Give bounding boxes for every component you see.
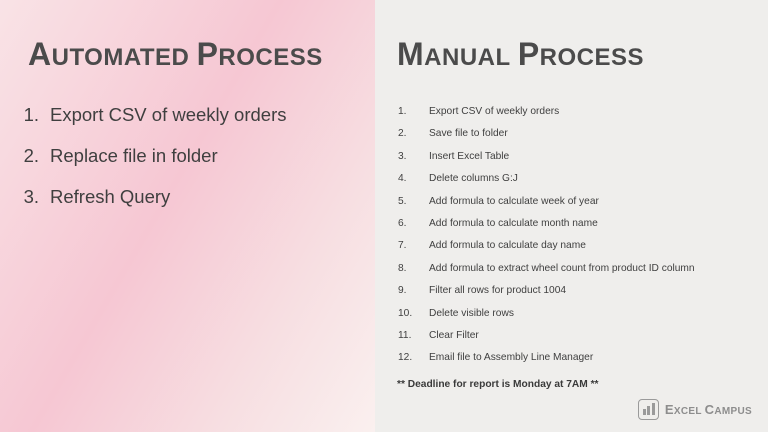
step-text: Add formula to calculate day name bbox=[429, 240, 586, 252]
list-item bbox=[395, 196, 765, 207]
manual-steps-list bbox=[395, 106, 765, 375]
step-text: Add formula to extract wheel count from product ID column bbox=[429, 262, 695, 274]
title-rest-anual: ANUAL bbox=[424, 44, 511, 71]
automated-steps-list bbox=[20, 104, 360, 227]
list-item bbox=[395, 128, 765, 139]
manual-process-panel bbox=[375, 0, 768, 432]
list-item bbox=[395, 173, 765, 184]
logo-cap-c: C bbox=[704, 402, 715, 417]
step-text: Add formula to calculate month name bbox=[429, 217, 598, 229]
manual-process-title bbox=[397, 36, 644, 73]
automated-process-panel bbox=[0, 0, 375, 432]
list-item bbox=[395, 308, 765, 319]
step-text: Save file to folder bbox=[429, 128, 508, 140]
excel-campus-logo bbox=[638, 399, 752, 420]
list-item bbox=[20, 145, 360, 167]
step-text: Email file to Assembly Line Manager bbox=[429, 352, 594, 364]
title-cap-p: P bbox=[517, 36, 540, 72]
step-number: 2. bbox=[398, 128, 407, 140]
title-rest-rocess: ROCESS bbox=[218, 44, 323, 71]
step-number: 11. bbox=[398, 329, 412, 341]
step-number: 2. bbox=[23, 145, 39, 166]
title-space bbox=[189, 44, 196, 71]
step-number: 4. bbox=[398, 173, 407, 185]
step-text: Insert Excel Table bbox=[429, 150, 510, 162]
step-text: Replace file in folder bbox=[50, 145, 218, 166]
title-rest-utomated: UTOMATED bbox=[51, 44, 190, 71]
title-cap-a: A bbox=[28, 36, 52, 72]
step-number: 5. bbox=[398, 195, 407, 207]
step-number: 7. bbox=[398, 240, 407, 252]
step-text: Export CSV of weekly orders bbox=[429, 106, 560, 117]
step-number: 3. bbox=[23, 186, 39, 207]
title-cap-m: M bbox=[397, 36, 425, 72]
step-number: 12. bbox=[398, 352, 413, 364]
automated-process-title bbox=[28, 36, 323, 73]
list-item bbox=[20, 104, 360, 126]
list-item bbox=[395, 218, 765, 229]
step-text: Filter all rows for product 1004 bbox=[429, 285, 567, 297]
list-item bbox=[395, 263, 765, 274]
list-item bbox=[395, 106, 765, 117]
list-item bbox=[395, 240, 765, 251]
list-item bbox=[395, 352, 765, 363]
step-text: Export CSV of weekly orders bbox=[50, 104, 287, 125]
step-text: Add formula to calculate week of year bbox=[429, 195, 599, 207]
logo-text bbox=[665, 402, 752, 417]
step-number: 8. bbox=[398, 262, 407, 274]
step-text: Delete visible rows bbox=[429, 307, 514, 319]
logo-rest-xcel: XCEL bbox=[673, 406, 705, 417]
step-text: Refresh Query bbox=[50, 186, 171, 207]
list-item bbox=[20, 186, 360, 208]
step-number: 3. bbox=[398, 150, 407, 162]
step-number: 6. bbox=[398, 217, 407, 229]
list-item bbox=[395, 285, 765, 296]
bar-chart-logo-icon bbox=[638, 399, 659, 420]
step-number: 1. bbox=[23, 104, 39, 125]
step-text: Clear Filter bbox=[429, 329, 479, 341]
logo-rest-ampus: AMPUS bbox=[714, 406, 752, 417]
step-text: Delete columns G:J bbox=[429, 173, 518, 185]
step-number: 1. bbox=[398, 106, 407, 117]
list-item bbox=[395, 330, 765, 341]
step-number: 10. bbox=[398, 307, 413, 319]
title-rest-rocess: ROCESS bbox=[539, 44, 645, 71]
list-item bbox=[395, 151, 765, 162]
title-cap-p: P bbox=[196, 36, 219, 72]
step-number: 9. bbox=[398, 285, 407, 297]
logo-cap-e: E bbox=[664, 402, 674, 417]
title-space bbox=[511, 44, 518, 71]
deadline-note: ** Deadline for report is Monday at 7AM ** bbox=[397, 379, 599, 390]
